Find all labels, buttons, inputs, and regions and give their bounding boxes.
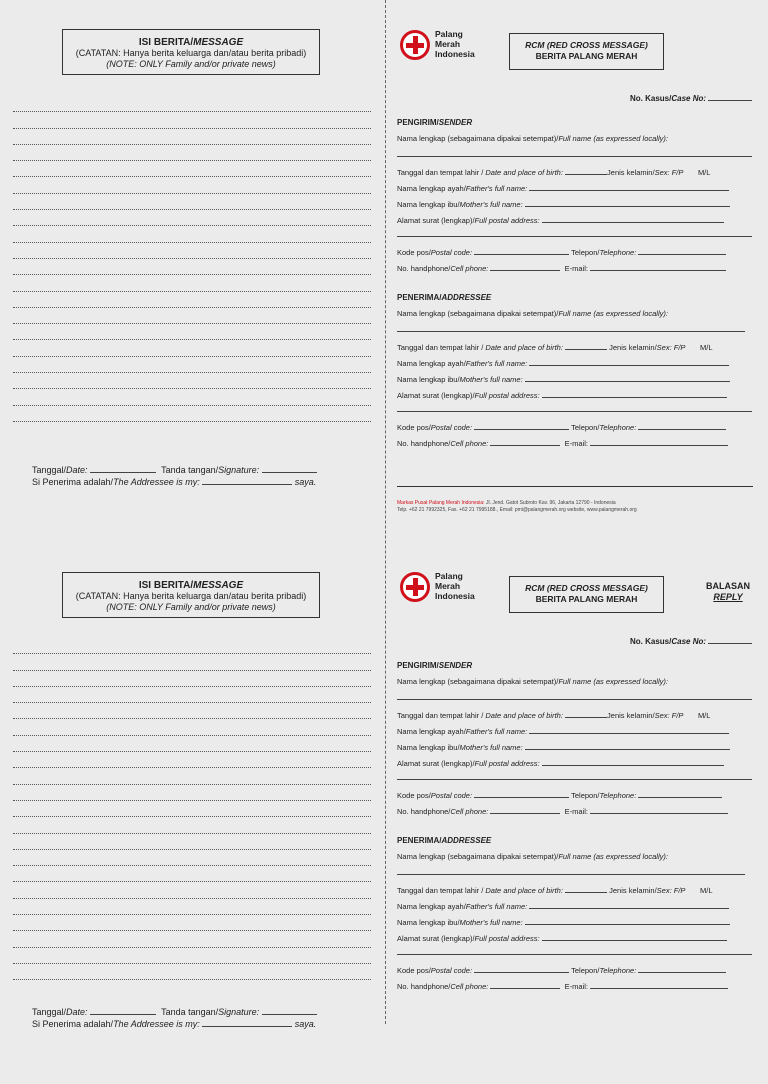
addressee-address-line2[interactable] bbox=[397, 411, 752, 412]
date-signature-row: Tanggal/Date: Tanda tangan/Signature: bbox=[32, 1006, 317, 1017]
date-field[interactable] bbox=[90, 464, 156, 473]
message-note-id: (CATATAN: Hanya berita keluarga dan/atau berita pribadi) bbox=[75, 48, 307, 58]
reply-label: BALASAN REPLY bbox=[706, 581, 750, 602]
message-lines[interactable] bbox=[13, 96, 371, 422]
sender-full-name-field[interactable] bbox=[397, 156, 752, 157]
red-cross-icon bbox=[400, 572, 430, 602]
case-number: No. Kasus/Case No: bbox=[630, 92, 752, 103]
sender-heading: PENGIRIM/SENDER bbox=[397, 118, 473, 127]
pmi-logo: Palang Merah Indonesia bbox=[400, 30, 490, 64]
addressee-mother-row: Nama lengkap ibu/Mother's full name: bbox=[397, 916, 730, 927]
addressee-relation-row: Si Penerima adalah/The Addressee is my: saya. bbox=[32, 477, 317, 487]
addressee-birth-row: Tanggal dan tempat lahir / Date and place of birth: Jenis kelamin/Sex: F/P M/L bbox=[397, 886, 713, 895]
signature-field[interactable] bbox=[262, 464, 317, 473]
addressee-father-row: Nama lengkap ayah/Father's full name: bbox=[397, 357, 729, 368]
form-bottom-reply bbox=[0, 542, 768, 1084]
addressee-full-name-label: Nama lengkap (sebagaimana dipakai setempat)/Full name (as expressed locally): bbox=[397, 309, 668, 318]
sender-mother-row: Nama lengkap ibu/Mother's full name: bbox=[397, 741, 730, 752]
addressee-relation-row: Si Penerima adalah/The Addressee is my: saya. bbox=[32, 1019, 317, 1029]
signature-field[interactable] bbox=[262, 1006, 317, 1015]
sender-heading: PENGIRIM/SENDER bbox=[397, 661, 473, 670]
case-number: No. Kasus/Case No: bbox=[630, 635, 752, 646]
addressee-birth-row: Tanggal dan tempat lahir / Date and place of birth: Jenis kelamin/Sex: F/P M/L bbox=[397, 343, 713, 352]
addressee-heading: PENERIMA/ADDRESSEE bbox=[397, 293, 492, 302]
sender-full-name-label: Nama lengkap (sebagaimana dipakai setempat)/Full name (as expressed locally): bbox=[397, 677, 668, 686]
date-field[interactable] bbox=[90, 1006, 156, 1015]
sender-postal-row: Kode pos/Postal code: Telepon/Telephone: bbox=[397, 789, 722, 800]
addressee-full-name-field[interactable] bbox=[397, 874, 745, 875]
addressee-address-row: Alamat surat (lengkap)/Full postal address: bbox=[397, 932, 727, 943]
sender-address-line2[interactable] bbox=[397, 779, 752, 780]
sender-address-line2[interactable] bbox=[397, 236, 752, 237]
sender-cell-row: No. handphone/Cell phone: E-mail: bbox=[397, 805, 728, 816]
red-cross-icon bbox=[400, 30, 430, 60]
message-lines[interactable] bbox=[13, 638, 371, 980]
addressee-cell-row: No. handphone/Cell phone: E-mail: bbox=[397, 980, 728, 991]
sender-address-row: Alamat surat (lengkap)/Full postal address: bbox=[397, 214, 724, 225]
rcm-title-box: RCM (RED CROSS MESSAGE) BERITA PALANG MERAH bbox=[509, 33, 664, 70]
sender-full-name-field[interactable] bbox=[397, 699, 752, 700]
relation-field[interactable] bbox=[202, 476, 292, 485]
case-number-field[interactable] bbox=[708, 635, 752, 644]
sender-birth-row: Tanggal dan tempat lahir / Date and place of birth: Jenis kelamin/Sex: F/P M/L bbox=[397, 168, 711, 177]
sender-full-name-label: Nama lengkap (sebagaimana dipakai setempat)/Full name (as expressed locally): bbox=[397, 134, 668, 143]
rcm-title-box: RCM (RED CROSS MESSAGE) BERITA PALANG MERAH bbox=[509, 576, 664, 613]
addressee-full-name-label: Nama lengkap (sebagaimana dipakai setempat)/Full name (as expressed locally): bbox=[397, 852, 668, 861]
message-box: ISI BERITA/MESSAGE (CATATAN: Hanya berita keluarga dan/atau berita pribadi) (NOTE: ONLY Family and/or private news) bbox=[62, 572, 320, 618]
addressee-cell-row: No. handphone/Cell phone: E-mail: bbox=[397, 437, 728, 448]
sender-father-row: Nama lengkap ayah/Father's full name: bbox=[397, 182, 729, 193]
date-signature-row: Tanggal/Date: Tanda tangan/Signature: bbox=[32, 464, 317, 475]
addressee-address-line2[interactable] bbox=[397, 954, 752, 955]
message-box bbox=[62, 29, 320, 75]
addressee-heading: PENERIMA/ADDRESSEE bbox=[397, 836, 492, 845]
sender-mother-row: Nama lengkap ibu/Mother's full name: bbox=[397, 198, 730, 209]
sender-birth-row: Tanggal dan tempat lahir / Date and place of birth: Jenis kelamin/Sex: F/P M/L bbox=[397, 711, 711, 720]
footer-address: Markas Pusat Palang Merah Indonesia: Jl. Jend. Gatot Subroto Kav. 96, Jakarta 12790 - Indonesia Telp. +62 21 7992325, Fax. +62 21 7995188., Email: pmi@palangmerah.org website, www.palangmerah.org bbox=[397, 500, 637, 513]
footer-rule bbox=[397, 486, 753, 487]
addressee-mother-row: Nama lengkap ibu/Mother's full name: bbox=[397, 373, 730, 384]
addressee-address-row: Alamat surat (lengkap)/Full postal address: bbox=[397, 389, 727, 400]
pmi-logo: Palang Merah Indonesia bbox=[400, 572, 490, 606]
sender-address-row: Alamat surat (lengkap)/Full postal address: bbox=[397, 757, 724, 768]
relation-field[interactable] bbox=[202, 1018, 292, 1027]
message-title-en: MESSAGE bbox=[193, 37, 244, 48]
sender-postal-row: Kode pos/Postal code: Telepon/Telephone: bbox=[397, 246, 726, 257]
addressee-father-row: Nama lengkap ayah/Father's full name: bbox=[397, 900, 729, 911]
addressee-postal-row: Kode pos/Postal code: Telepon/Telephone: bbox=[397, 964, 726, 975]
sender-cell-row: No. handphone/Cell phone: E-mail: bbox=[397, 262, 726, 273]
message-note-en: (NOTE: ONLY Family and/or private news) bbox=[106, 59, 276, 69]
case-number-field[interactable] bbox=[708, 92, 752, 101]
addressee-full-name-field[interactable] bbox=[397, 331, 745, 332]
addressee-postal-row: Kode pos/Postal code: Telepon/Telephone: bbox=[397, 421, 726, 432]
message-title: ISI BERITA/ bbox=[138, 37, 194, 48]
sender-father-row: Nama lengkap ayah/Father's full name: bbox=[397, 725, 729, 736]
